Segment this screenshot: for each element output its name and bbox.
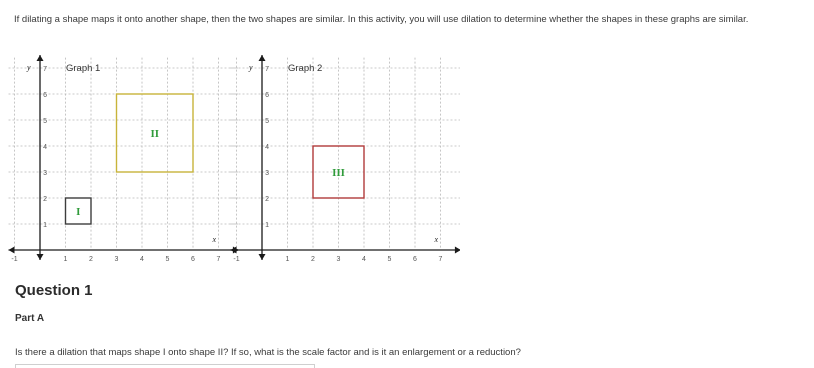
y-axis-arrow-up [37, 55, 44, 61]
question-title: Question 1 [15, 282, 93, 299]
y-tick-label: 4 [265, 144, 269, 151]
x-tick-label: 6 [413, 256, 417, 263]
x-tick-label: 3 [336, 256, 341, 263]
x-tick-label: 7 [216, 256, 221, 263]
graph-title: Graph 2 [288, 63, 323, 74]
x-tick-label: 6 [191, 256, 195, 263]
answer-box-left-edge [15, 364, 16, 368]
x-axis-arrow-right [455, 247, 460, 254]
x-tick-label: 7 [438, 256, 443, 263]
y-tick-label: 4 [43, 144, 47, 151]
x-tick-label: 3 [114, 256, 119, 263]
shape-ii-label: II [150, 128, 160, 140]
x-tick-label: 1 [285, 256, 290, 263]
y-tick-label: 1 [43, 222, 47, 229]
answer-box-edge[interactable] [15, 364, 315, 368]
y-axis-arrow-down [259, 254, 266, 260]
graph-1-plot [6, 50, 238, 268]
x-axis-label: x [212, 235, 217, 244]
graph-2-plot [228, 50, 460, 268]
y-tick-label: 6 [43, 92, 47, 99]
y-tick-label: 1 [265, 222, 269, 229]
x-tick-label: 2 [89, 256, 93, 263]
y-tick-label: 5 [43, 118, 47, 125]
x-axis-label: x [434, 235, 439, 244]
x-tick-label: 5 [387, 256, 392, 263]
y-axis-label: y [249, 63, 253, 72]
graph-1 [6, 50, 238, 268]
answer-box-divider [314, 364, 315, 368]
shape-i-label: I [76, 206, 81, 218]
y-tick-label: 7 [43, 66, 47, 73]
x-tick-label: 4 [362, 256, 366, 263]
graph-2 [228, 50, 460, 268]
x-tick-label: 5 [165, 256, 170, 263]
x-tick-label: 4 [140, 256, 144, 263]
x-axis-arrow-left [231, 247, 237, 254]
y-tick-label: 2 [43, 196, 47, 203]
y-tick-label: 7 [265, 66, 269, 73]
intro-text: If dilating a shape maps it onto another shape, then the two shapes are similar. In this activity, you will use dilation to determine whether the shapes in these graphs are similar. [14, 14, 749, 25]
y-axis-arrow-down [37, 254, 44, 260]
question-prompt: Is there a dilation that maps shape I onto shape II? If so, what is the scale factor and is it an enlargement or a reduction? [15, 347, 521, 358]
x-tick-label: -1 [233, 256, 240, 263]
y-tick-label: 5 [265, 118, 269, 125]
y-tick-label: 6 [265, 92, 269, 99]
y-tick-label: 2 [265, 196, 269, 203]
y-axis-label: y [27, 63, 31, 72]
y-tick-label: 3 [43, 170, 47, 177]
x-tick-label: 2 [311, 256, 315, 263]
x-tick-label: 1 [63, 256, 68, 263]
x-axis-arrow-left [9, 247, 15, 254]
y-tick-label: 3 [265, 170, 269, 177]
x-tick-label: -1 [11, 256, 18, 263]
shape-iii-label: III [332, 167, 345, 179]
part-label: Part A [15, 313, 45, 324]
graph-title: Graph 1 [66, 63, 101, 74]
y-axis-arrow-up [259, 55, 266, 61]
